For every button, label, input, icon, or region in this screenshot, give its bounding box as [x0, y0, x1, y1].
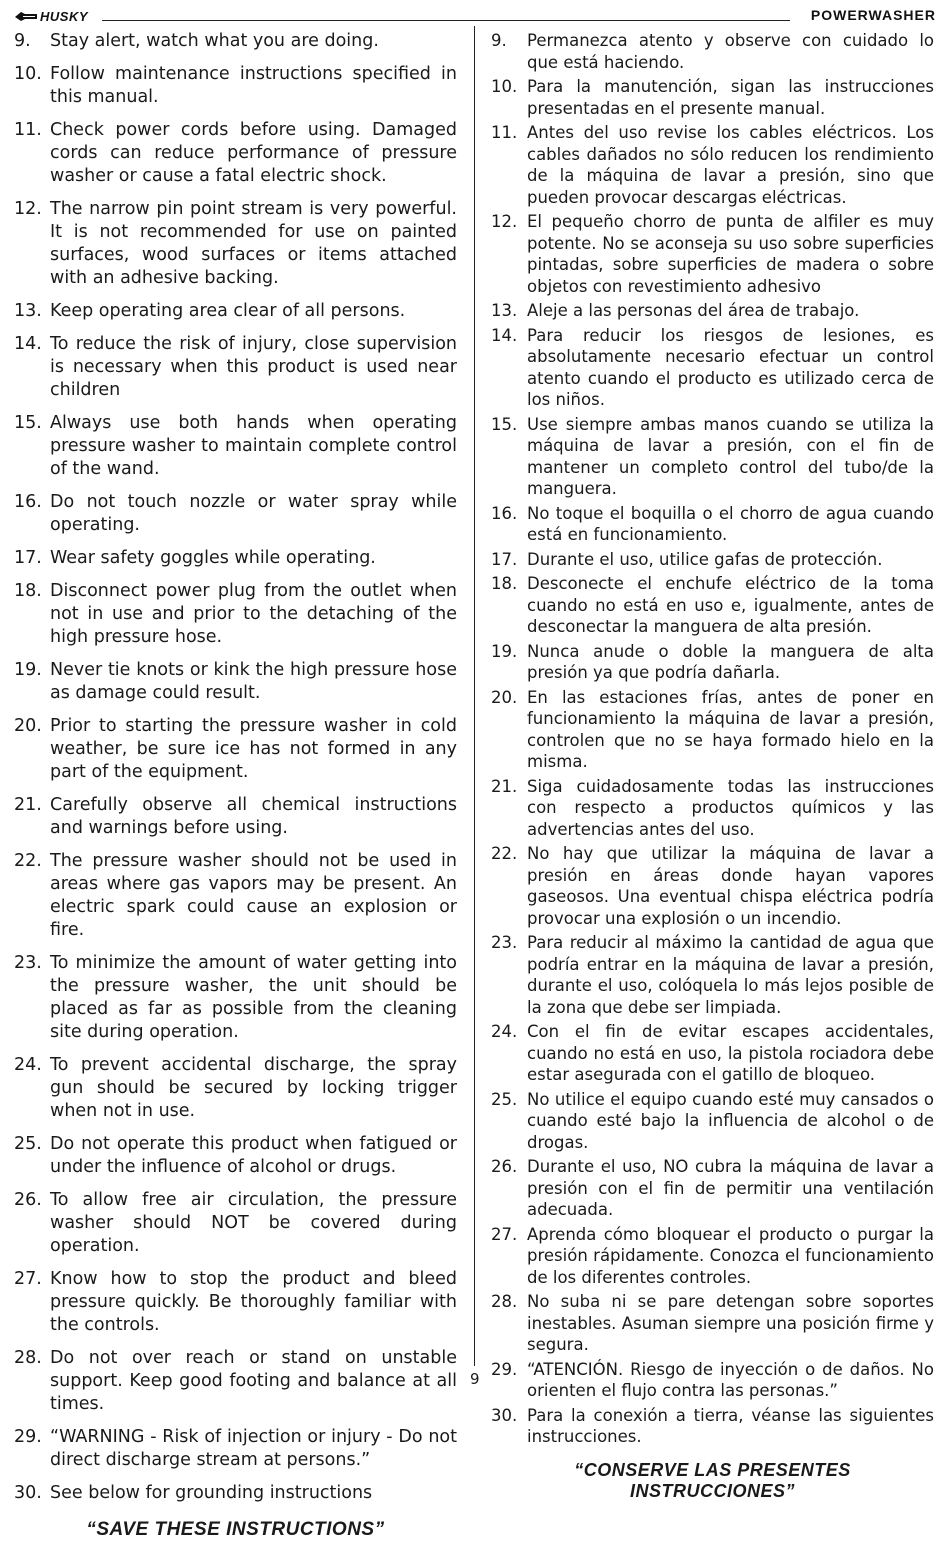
spanish-instruction-item	[491, 1405, 934, 1448]
item-text: To minimize the amount of water getting into the pressure washer, the unit should be placed as far as possible from the cleaning site during operation.	[50, 953, 457, 1042]
item-number: 16.	[14, 492, 42, 512]
conserve-instructions-notice: “CONSERVE LAS PRESENTES INSTRUCCIONES”	[574, 1459, 851, 1501]
item-text: Do not touch nozzle or water spray while operating.	[50, 492, 457, 535]
item-text: “ATENCIÓN. Riesgo de inyección o de daños. No orienten el flujo contra las personas.”	[527, 1359, 934, 1400]
spanish-instruction-list	[491, 30, 934, 1448]
item-text: Desconecte el enchufe eléctrico de la toma cuando no está en uso e, igualmente, antes de desconectar la manguera de alta presión.	[527, 574, 934, 636]
english-instruction-item	[14, 1054, 457, 1123]
spanish-instruction-item	[491, 300, 934, 322]
spanish-instruction-item	[491, 687, 934, 773]
item-text: Aprenda cómo bloquear el producto o purgar la presión rápidamente. Conozca el funcionamiento de los diferentes controles.	[527, 1224, 934, 1287]
item-text: No utilice el equipo cuando esté muy cansados o cuando esté bajo la influencia de alcohol o de drogas.	[527, 1089, 934, 1152]
spanish-instruction-item	[491, 503, 934, 546]
item-text: Carefully observe all chemical instructions and warnings before using.	[50, 795, 457, 838]
spanish-instruction-item	[491, 549, 934, 571]
item-text: Permanezca atento y observe con cuidado lo que está haciendo.	[527, 31, 934, 72]
item-number: 17.	[491, 549, 518, 569]
item-text: No suba ni se pare detengan sobre soportes inestables. Asuman siempre una posición firme y segura.	[527, 1292, 934, 1354]
item-text: To prevent accidental discharge, the spray gun should be secured by locking trigger when not in use.	[50, 1055, 457, 1121]
item-text: Check power cords before using. Damaged cords can reduce performance of pressure washer or cause a fatal electric shock.	[50, 120, 457, 186]
item-text: To reduce the risk of injury, close supervision is necessary when this product is used near children	[50, 334, 457, 400]
item-text: Nunca anude o doble la manguera de alta presión ya que podría dañarla.	[527, 641, 934, 682]
item-number: 17.	[14, 548, 42, 568]
item-number: 16.	[491, 503, 518, 523]
spanish-instruction-item	[491, 1359, 934, 1402]
item-text: Disconnect power plug from the outlet when not in use and prior to the detaching of the high pressure hose.	[50, 581, 457, 647]
item-number: 26.	[491, 1157, 518, 1176]
item-number: 29.	[14, 1427, 42, 1447]
english-instruction-item	[14, 952, 457, 1044]
item-text: El pequeño chorro de punta de alfiler es muy potente. No se aconseja su uso sobre superficies pintadas, sobre superficies de madera o sobre objetos con revestimiento adhesivo	[527, 212, 934, 296]
item-text: Stay alert, watch what you are doing.	[50, 31, 379, 51]
item-text: Para reducir al máximo la cantidad de agua que podría entrar en la máquina de lavar a presión, durante el uso, colóquela lo más lejos posible de la zona que debe ser limpiada.	[527, 933, 934, 1017]
husky-logo-icon	[14, 11, 38, 22]
item-text: Durante el uso, NO cubra la máquina de lavar a presión con el fin de permitir una ventilación adecuada.	[527, 1157, 934, 1219]
item-text: Wear safety goggles while operating.	[50, 548, 376, 568]
spanish-instruction-item	[491, 30, 934, 73]
english-instruction-item	[14, 1268, 457, 1337]
column-divider	[474, 26, 475, 1366]
item-number: 14.	[14, 334, 42, 354]
item-number: 11.	[14, 120, 42, 140]
english-instruction-item	[14, 715, 457, 784]
item-number: 27.	[491, 1224, 518, 1244]
page-header	[0, 0, 950, 26]
item-number: 13.	[14, 301, 42, 321]
item-text: Do not over reach or stand on unstable support. Keep good footing and balance at all times.	[50, 1348, 457, 1414]
english-instruction-item	[14, 412, 457, 481]
item-text: The pressure washer should not be used in areas where gas vapors may be present. An electric spark could cause an explosion or fire.	[50, 851, 457, 940]
item-number: 20.	[14, 716, 42, 736]
item-text: En las estaciones frías, antes de poner en funcionamiento la máquina de lavar a presión, controlen que no se haya formado hielo en la misma.	[527, 687, 934, 771]
english-instruction-item	[14, 659, 457, 705]
english-instruction-item	[14, 580, 457, 649]
brand-logo	[14, 10, 88, 23]
header-rule	[102, 20, 790, 21]
item-number: 30.	[491, 1405, 518, 1425]
spanish-instruction-item	[491, 414, 934, 500]
spanish-instruction-item	[491, 1224, 934, 1289]
item-text: No toque el boquilla o el chorro de agua cuando está en funcionamiento.	[527, 503, 934, 544]
item-number: 19.	[14, 660, 42, 680]
item-number: 20.	[491, 687, 518, 707]
spanish-instruction-item	[491, 122, 934, 208]
spanish-instruction-item	[491, 932, 934, 1018]
item-number: 25.	[491, 1089, 518, 1109]
spanish-column	[491, 30, 934, 1502]
english-instruction-item	[14, 1133, 457, 1179]
item-number: 28.	[491, 1292, 518, 1311]
item-text: To allow free air circulation, the pressure washer should NOT be covered during operation.	[50, 1190, 457, 1256]
item-text: Antes del uso revise los cables eléctricos. Los cables dañados no sólo reducen los rendimiento de la máquina de lavar a presión, sino que pueden provocar descargas eléctricas.	[527, 123, 934, 207]
item-number: 12.	[491, 212, 518, 231]
item-number: 22.	[491, 844, 518, 863]
english-instruction-item	[14, 794, 457, 840]
english-instruction-item	[14, 333, 457, 402]
item-number: 10.	[14, 64, 42, 84]
item-text: Always use both hands when operating pressure washer to maintain complete control of the wand.	[50, 413, 457, 479]
document-title: POWERWASHER	[810, 7, 936, 23]
item-text: Never tie knots or kink the high pressure hose as damage could result.	[50, 660, 457, 703]
english-instruction-item	[14, 30, 457, 53]
spanish-instruction-item	[491, 211, 934, 297]
item-text: Follow maintenance instructions specified in this manual.	[50, 64, 457, 107]
item-number: 12.	[14, 199, 42, 219]
save-instructions-notice: “SAVE THESE INSTRUCTIONS”	[86, 1519, 385, 1540]
spanish-instruction-item	[491, 641, 934, 684]
english-instruction-item	[14, 547, 457, 570]
spanish-instruction-item	[491, 1021, 934, 1086]
item-text: Do not operate this product when fatigued or under the influence of alcohol or drugs.	[50, 1134, 457, 1177]
english-instruction-item	[14, 491, 457, 537]
item-number: 14.	[491, 325, 518, 345]
english-column	[14, 30, 457, 1541]
english-instruction-item	[14, 119, 457, 188]
item-text: Siga cuidadosamente todas las instrucciones con respecto a productos químicos y las advertencias antes del uso.	[527, 776, 934, 839]
english-instruction-item	[14, 198, 457, 290]
item-number: 21.	[491, 776, 518, 796]
item-text: See below for grounding instructions	[50, 1483, 373, 1503]
brand-name: HUSKY	[40, 9, 89, 24]
english-instruction-list	[14, 30, 457, 1505]
item-text: Keep operating area clear of all persons.	[50, 301, 406, 321]
english-instruction-item	[14, 1189, 457, 1258]
item-number: 24.	[14, 1055, 42, 1075]
item-text: Para la conexión a tierra, véanse las siguientes instrucciones.	[527, 1405, 934, 1446]
item-text: Para la manutención, sigan las instrucciones presentadas en el presente manual.	[527, 77, 934, 118]
item-number: 9.	[491, 31, 507, 50]
item-text: No hay que utilizar la máquina de lavar a presión en áreas donde hayan vapores gaseosos. Una eventual chispa eléctrica podría provocar una explosión o un incendio.	[527, 844, 934, 928]
item-number: 19.	[491, 641, 518, 661]
item-text: Know how to stop the product and bleed pressure quickly. Be thoroughly familiar with the controls.	[50, 1269, 457, 1335]
spanish-instruction-item	[491, 76, 934, 119]
spanish-instruction-item	[491, 1156, 934, 1221]
item-number: 15.	[14, 413, 42, 433]
item-text: Aleje a las personas del área de trabajo.	[527, 301, 860, 320]
spanish-instruction-item	[491, 573, 934, 638]
page-number: 9	[470, 1370, 480, 1388]
english-instruction-item	[14, 63, 457, 109]
english-instruction-item	[14, 300, 457, 323]
english-instruction-item	[14, 1426, 457, 1472]
item-number: 18.	[491, 574, 518, 593]
item-number: 23.	[14, 953, 42, 973]
spanish-instruction-item	[491, 843, 934, 929]
item-text: Con el fin de evitar escapes accidentales, cuando no está en uso, la pistola rociadora debe estar asegurada con el gatillo de bloqueo.	[527, 1022, 934, 1084]
item-number: 18.	[14, 581, 42, 601]
item-number: 9.	[14, 31, 31, 51]
item-number: 13.	[491, 301, 518, 320]
item-number: 25.	[14, 1134, 42, 1154]
item-text: “WARNING - Risk of injection or injury - Do not direct discharge stream at persons.”	[50, 1427, 457, 1470]
item-number: 29.	[491, 1359, 518, 1379]
item-number: 28.	[14, 1348, 42, 1368]
english-instruction-item	[14, 850, 457, 942]
item-text: The narrow pin point stream is very powerful. It is not recommended for use on painted surfaces, wood surfaces or items attached with an adhesive backing.	[50, 199, 457, 288]
spanish-instruction-item	[491, 325, 934, 411]
item-number: 24.	[491, 1022, 518, 1041]
item-number: 26.	[14, 1190, 42, 1210]
item-number: 21.	[14, 795, 42, 815]
item-text: Prior to starting the pressure washer in cold weather, be sure ice has not formed in any part of the equipment.	[50, 716, 457, 782]
spanish-instruction-item	[491, 776, 934, 841]
spanish-instruction-item	[491, 1089, 934, 1154]
item-number: 22.	[14, 851, 42, 871]
english-instruction-item	[14, 1482, 457, 1505]
item-number: 27.	[14, 1269, 42, 1289]
item-text: Durante el uso, utilice gafas de protección.	[527, 549, 883, 569]
item-number: 15.	[491, 414, 518, 434]
spanish-instruction-item	[491, 1291, 934, 1356]
item-text: Use siempre ambas manos cuando se utiliza la máquina de lavar a presión, con el fin de mantener un completo control del tubo/de la manguera.	[527, 414, 934, 498]
item-number: 11.	[491, 123, 518, 142]
item-number: 30.	[14, 1483, 42, 1503]
english-instruction-item	[14, 1347, 457, 1416]
item-text: Para reducir los riesgos de lesiones, es absolutamente necesario efectuar un control atento cuando el producto es utilizado cerca de los niños.	[527, 325, 934, 409]
item-number: 23.	[491, 933, 518, 952]
item-number: 10.	[491, 77, 518, 96]
